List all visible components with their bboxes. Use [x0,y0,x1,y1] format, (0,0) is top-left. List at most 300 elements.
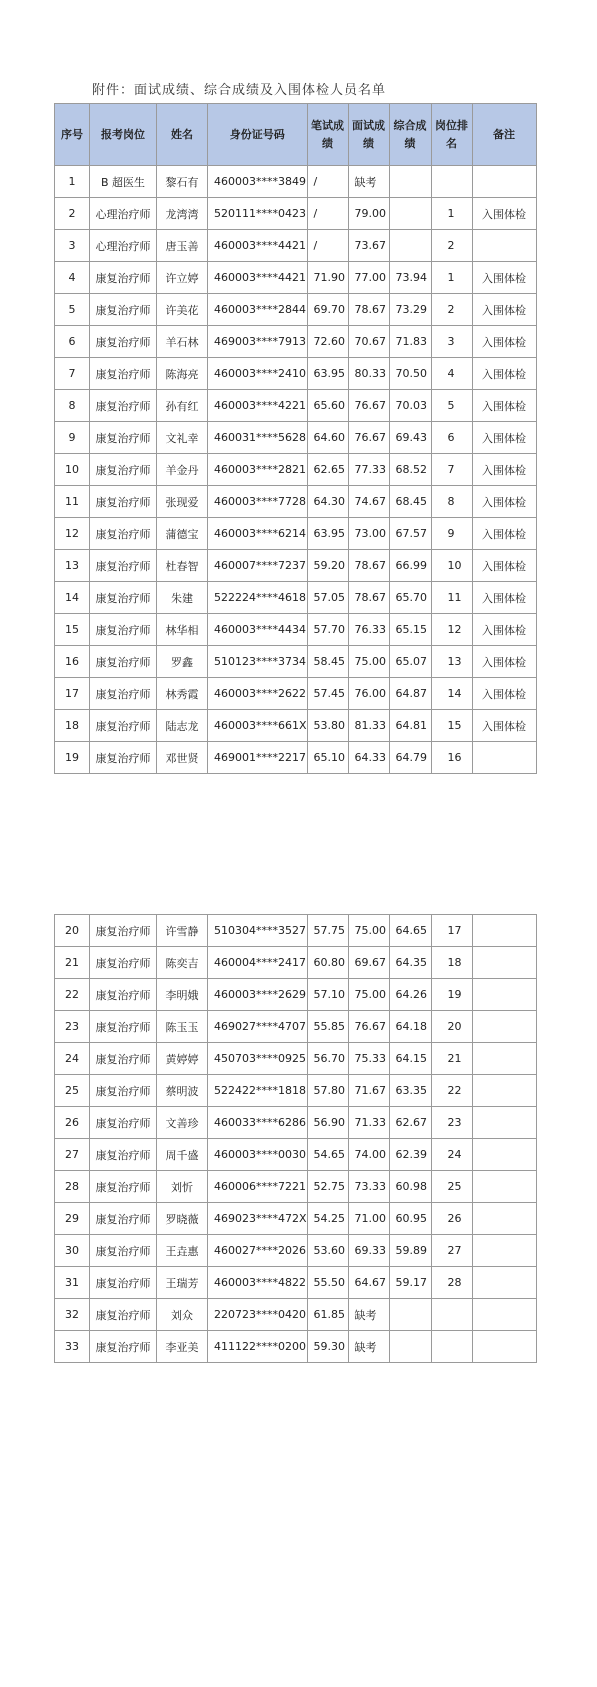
cell-position: 康复治疗师 [90,710,157,742]
table-row [55,294,537,326]
table-row [55,454,537,486]
header-position: 报考岗位 [90,104,157,166]
cell-name: 李亚美 [157,1331,208,1363]
cell-id-number: 469023****472X [208,1203,308,1235]
cell-note [472,742,536,774]
cell-id-number: 411122****0200 [208,1331,308,1363]
cell-name: 羊金丹 [157,454,208,486]
cell-total-score [389,1331,431,1363]
cell-index: 11 [55,486,90,518]
cell-name: 陈海亮 [157,358,208,390]
cell-id-number: 522422****1818 [208,1075,308,1107]
cell-note: 入围体检 [472,454,536,486]
cell-interview-score: 75.00 [348,915,389,947]
cell-rank: 2 [431,230,472,262]
cell-name: 唐玉善 [157,230,208,262]
cell-index: 16 [55,646,90,678]
cell-name: 许雪静 [157,915,208,947]
cell-name: 林华相 [157,614,208,646]
cell-rank: 20 [431,1011,472,1043]
cell-position: 康复治疗师 [90,1299,157,1331]
cell-written-score: 61.85 [307,1299,348,1331]
header-interview-score: 面试成绩 [348,104,389,166]
cell-total-score [389,198,431,230]
cell-rank: 6 [431,422,472,454]
cell-name: 杜春智 [157,550,208,582]
cell-name: 蔡明波 [157,1075,208,1107]
cell-id-number: 220723****0420 [208,1299,308,1331]
cell-written-score: 65.60 [307,390,348,422]
cell-id-number: 460003****4822 [208,1267,308,1299]
cell-interview-score: 79.00 [348,198,389,230]
cell-name: 刘众 [157,1299,208,1331]
cell-note [472,1171,536,1203]
cell-index: 3 [55,230,90,262]
cell-interview-score: 74.00 [348,1139,389,1171]
cell-position: 康复治疗师 [90,422,157,454]
cell-id-number: 460006****7221 [208,1171,308,1203]
cell-interview-score: 70.67 [348,326,389,358]
cell-rank: 12 [431,614,472,646]
table-row [55,422,537,454]
cell-note: 入围体检 [472,550,536,582]
cell-position: 康复治疗师 [90,390,157,422]
cell-written-score: 57.05 [307,582,348,614]
cell-written-score: 55.85 [307,1011,348,1043]
cell-id-number: 460003****4421 [208,262,308,294]
cell-index: 30 [55,1235,90,1267]
cell-written-score: 62.65 [307,454,348,486]
cell-id-number: 460007****7237 [208,550,308,582]
cell-index: 25 [55,1075,90,1107]
cell-rank: 7 [431,454,472,486]
header-rank: 岗位排名 [431,104,472,166]
cell-name: 许立婷 [157,262,208,294]
cell-rank: 5 [431,390,472,422]
cell-rank: 13 [431,646,472,678]
cell-rank: 11 [431,582,472,614]
table-row [55,1235,537,1267]
cell-interview-score: 64.33 [348,742,389,774]
cell-written-score: 57.10 [307,979,348,1011]
cell-rank [431,1331,472,1363]
cell-interview-score: 64.67 [348,1267,389,1299]
cell-name: 龙湾湾 [157,198,208,230]
cell-id-number: 460031****5628 [208,422,308,454]
cell-name: 羊石林 [157,326,208,358]
cell-written-score: 54.65 [307,1139,348,1171]
cell-total-score: 64.65 [389,915,431,947]
cell-total-score: 64.81 [389,710,431,742]
cell-written-score: / [307,166,348,198]
cell-total-score: 64.26 [389,979,431,1011]
cell-id-number: 522224****4618 [208,582,308,614]
cell-position: 康复治疗师 [90,454,157,486]
cell-position: 康复治疗师 [90,614,157,646]
cell-rank: 15 [431,710,472,742]
cell-id-number: 469001****2217 [208,742,308,774]
cell-name: 蒲德宝 [157,518,208,550]
table-row [55,166,537,198]
cell-index: 7 [55,358,90,390]
cell-rank: 26 [431,1203,472,1235]
cell-total-score [389,230,431,262]
cell-interview-score: 71.67 [348,1075,389,1107]
cell-position: 康复治疗师 [90,915,157,947]
cell-position: 康复治疗师 [90,1171,157,1203]
cell-name: 林秀霞 [157,678,208,710]
table-header-row [55,104,537,166]
cell-index: 8 [55,390,90,422]
document-title: 附件：面试成绩、综合成绩及入围体检人员名单 [92,83,387,98]
cell-rank: 8 [431,486,472,518]
cell-interview-score: 缺考 [348,1331,389,1363]
cell-written-score: 56.70 [307,1043,348,1075]
cell-written-score: / [307,230,348,262]
header-total-score: 综合成绩 [389,104,431,166]
cell-note: 入围体检 [472,326,536,358]
cell-rank: 2 [431,294,472,326]
table-row [55,1171,537,1203]
cell-interview-score: 75.33 [348,1043,389,1075]
cell-written-score: / [307,198,348,230]
cell-interview-score: 78.67 [348,550,389,582]
cell-interview-score: 77.33 [348,454,389,486]
cell-total-score: 65.70 [389,582,431,614]
cell-index: 18 [55,710,90,742]
cell-index: 31 [55,1267,90,1299]
cell-note: 入围体检 [472,422,536,454]
table-row [55,915,537,947]
cell-id-number: 460003****2622 [208,678,308,710]
cell-index: 24 [55,1043,90,1075]
cell-id-number: 460004****2417 [208,947,308,979]
cell-position: 康复治疗师 [90,678,157,710]
cell-interview-score: 81.33 [348,710,389,742]
cell-name: 陈玉玉 [157,1011,208,1043]
cell-written-score: 58.45 [307,646,348,678]
cell-note: 入围体检 [472,646,536,678]
cell-interview-score: 76.00 [348,678,389,710]
cell-position: 康复治疗师 [90,1267,157,1299]
table-row [55,390,537,422]
table-row [55,678,537,710]
cell-written-score: 57.75 [307,915,348,947]
cell-interview-score: 76.67 [348,1011,389,1043]
cell-name: 文礼幸 [157,422,208,454]
cell-note: 入围体检 [472,582,536,614]
cell-name: 朱建 [157,582,208,614]
cell-rank: 25 [431,1171,472,1203]
table-row [55,1043,537,1075]
table-row [55,947,537,979]
cell-total-score: 62.67 [389,1107,431,1139]
cell-index: 4 [55,262,90,294]
cell-index: 28 [55,1171,90,1203]
cell-id-number: 520111****0423 [208,198,308,230]
cell-written-score: 69.70 [307,294,348,326]
cell-written-score: 53.60 [307,1235,348,1267]
cell-rank: 19 [431,979,472,1011]
cell-name: 陈奕吉 [157,947,208,979]
cell-position: 康复治疗师 [90,979,157,1011]
cell-total-score: 69.43 [389,422,431,454]
cell-total-score: 73.94 [389,262,431,294]
cell-position: 康复治疗师 [90,1203,157,1235]
cell-note: 入围体检 [472,518,536,550]
cell-name: 王垚惠 [157,1235,208,1267]
table-row [55,1075,537,1107]
cell-id-number: 460003****2821 [208,454,308,486]
cell-total-score: 70.03 [389,390,431,422]
cell-id-number: 460003****2844 [208,294,308,326]
cell-rank [431,166,472,198]
cell-index: 21 [55,947,90,979]
cell-written-score: 59.20 [307,550,348,582]
cell-position: 康复治疗师 [90,518,157,550]
cell-note: 入围体检 [472,198,536,230]
cell-index: 12 [55,518,90,550]
cell-note: 入围体检 [472,614,536,646]
cell-position: 康复治疗师 [90,262,157,294]
cell-name: 罗晓薇 [157,1203,208,1235]
cell-total-score: 67.57 [389,518,431,550]
cell-interview-score: 78.67 [348,294,389,326]
cell-rank: 1 [431,262,472,294]
cell-interview-score: 71.00 [348,1203,389,1235]
cell-index: 15 [55,614,90,646]
table-row [55,518,537,550]
cell-note [472,1267,536,1299]
cell-name: 刘忻 [157,1171,208,1203]
cell-interview-score: 75.00 [348,979,389,1011]
cell-name: 黎石有 [157,166,208,198]
cell-interview-score: 75.00 [348,646,389,678]
cell-index: 13 [55,550,90,582]
cell-rank: 28 [431,1267,472,1299]
cell-written-score: 64.60 [307,422,348,454]
cell-total-score: 64.18 [389,1011,431,1043]
cell-rank: 4 [431,358,472,390]
cell-position: 康复治疗师 [90,358,157,390]
cell-position: 康复治疗师 [90,486,157,518]
table-row [55,1299,537,1331]
results-table-part-1 [54,103,537,774]
cell-interview-score: 69.33 [348,1235,389,1267]
cell-note [472,1043,536,1075]
cell-rank [431,1299,472,1331]
cell-note [472,1331,536,1363]
cell-total-score: 68.52 [389,454,431,486]
cell-index: 19 [55,742,90,774]
cell-id-number: 510304****3527 [208,915,308,947]
cell-written-score: 56.90 [307,1107,348,1139]
cell-rank: 3 [431,326,472,358]
cell-note: 入围体检 [472,262,536,294]
cell-total-score [389,166,431,198]
cell-name: 周千盛 [157,1139,208,1171]
cell-note [472,1107,536,1139]
table-row [55,1203,537,1235]
cell-rank: 1 [431,198,472,230]
cell-total-score: 64.35 [389,947,431,979]
cell-total-score: 66.99 [389,550,431,582]
cell-name: 陆志龙 [157,710,208,742]
cell-interview-score: 77.00 [348,262,389,294]
cell-note [472,1139,536,1171]
table-row [55,742,537,774]
cell-position: 康复治疗师 [90,582,157,614]
cell-name: 王瑞芳 [157,1267,208,1299]
cell-interview-score: 80.33 [348,358,389,390]
cell-note [472,1203,536,1235]
cell-name: 罗鑫 [157,646,208,678]
cell-id-number: 460033****6286 [208,1107,308,1139]
cell-id-number: 460003****2629 [208,979,308,1011]
cell-written-score: 59.30 [307,1331,348,1363]
cell-rank: 10 [431,550,472,582]
table-row [55,1107,537,1139]
cell-written-score: 63.95 [307,358,348,390]
cell-note: 入围体检 [472,358,536,390]
cell-written-score: 63.95 [307,518,348,550]
cell-note [472,915,536,947]
cell-id-number: 460003****4221 [208,390,308,422]
cell-written-score: 64.30 [307,486,348,518]
cell-note: 入围体检 [472,294,536,326]
cell-total-score: 62.39 [389,1139,431,1171]
cell-id-number: 460003****3849 [208,166,308,198]
cell-index: 33 [55,1331,90,1363]
cell-index: 20 [55,915,90,947]
cell-note: 入围体检 [472,486,536,518]
cell-note [472,1299,536,1331]
cell-interview-score: 74.67 [348,486,389,518]
cell-id-number: 460003****2410 [208,358,308,390]
cell-rank: 9 [431,518,472,550]
cell-note [472,230,536,262]
cell-index: 26 [55,1107,90,1139]
cell-total-score: 60.95 [389,1203,431,1235]
cell-position: 康复治疗师 [90,326,157,358]
table-row [55,486,537,518]
cell-index: 9 [55,422,90,454]
cell-position: 康复治疗师 [90,646,157,678]
cell-rank: 22 [431,1075,472,1107]
table-row [55,326,537,358]
table-row [55,582,537,614]
table-row [55,710,537,742]
cell-rank: 14 [431,678,472,710]
cell-interview-score: 76.67 [348,390,389,422]
cell-position: 康复治疗师 [90,294,157,326]
cell-written-score: 54.25 [307,1203,348,1235]
cell-total-score: 60.98 [389,1171,431,1203]
cell-id-number: 460003****661X [208,710,308,742]
cell-index: 5 [55,294,90,326]
cell-rank: 16 [431,742,472,774]
table-row [55,979,537,1011]
cell-written-score: 55.50 [307,1267,348,1299]
cell-index: 22 [55,979,90,1011]
cell-interview-score: 69.67 [348,947,389,979]
cell-rank: 24 [431,1139,472,1171]
cell-id-number: 460003****6214 [208,518,308,550]
cell-interview-score: 76.33 [348,614,389,646]
cell-id-number: 469003****7913 [208,326,308,358]
cell-written-score: 60.80 [307,947,348,979]
cell-rank: 17 [431,915,472,947]
table-row [55,550,537,582]
cell-total-score: 64.87 [389,678,431,710]
cell-index: 6 [55,326,90,358]
cell-total-score: 68.45 [389,486,431,518]
header-id-number: 身份证号码 [208,104,308,166]
header-name: 姓名 [157,104,208,166]
cell-total-score: 73.29 [389,294,431,326]
cell-written-score: 57.70 [307,614,348,646]
header-written-score: 笔试成绩 [307,104,348,166]
cell-note [472,947,536,979]
cell-position: 康复治疗师 [90,742,157,774]
cell-id-number: 510123****3734 [208,646,308,678]
cell-total-score: 63.35 [389,1075,431,1107]
cell-position: 康复治疗师 [90,1043,157,1075]
table-row [55,230,537,262]
cell-index: 2 [55,198,90,230]
cell-position: 康复治疗师 [90,1235,157,1267]
cell-position: 康复治疗师 [90,947,157,979]
cell-name: 黄婷婷 [157,1043,208,1075]
cell-name: 李明娥 [157,979,208,1011]
cell-rank: 21 [431,1043,472,1075]
cell-written-score: 57.45 [307,678,348,710]
cell-position: 康复治疗师 [90,1331,157,1363]
cell-note [472,979,536,1011]
header-note: 备注 [472,104,536,166]
cell-interview-score: 73.00 [348,518,389,550]
table-row [55,1011,537,1043]
cell-id-number: 450703****0925 [208,1043,308,1075]
cell-written-score: 71.90 [307,262,348,294]
cell-written-score: 53.80 [307,710,348,742]
cell-interview-score: 缺考 [348,1299,389,1331]
cell-position: 心理治疗师 [90,230,157,262]
cell-total-score: 64.79 [389,742,431,774]
cell-id-number: 460027****2026 [208,1235,308,1267]
cell-position: 康复治疗师 [90,1075,157,1107]
table-row [55,1139,537,1171]
cell-id-number: 460003****4421 [208,230,308,262]
cell-index: 32 [55,1299,90,1331]
cell-index: 17 [55,678,90,710]
cell-name: 张现爱 [157,486,208,518]
cell-interview-score: 缺考 [348,166,389,198]
cell-note [472,1011,536,1043]
table-row [55,1331,537,1363]
cell-note: 入围体检 [472,678,536,710]
cell-interview-score: 73.33 [348,1171,389,1203]
header-index: 序号 [55,104,90,166]
cell-total-score [389,1299,431,1331]
cell-index: 1 [55,166,90,198]
cell-name: 许美花 [157,294,208,326]
cell-rank: 18 [431,947,472,979]
cell-total-score: 59.17 [389,1267,431,1299]
cell-position: B 超医生 [90,166,157,198]
cell-name: 孙有红 [157,390,208,422]
cell-name: 邓世贤 [157,742,208,774]
